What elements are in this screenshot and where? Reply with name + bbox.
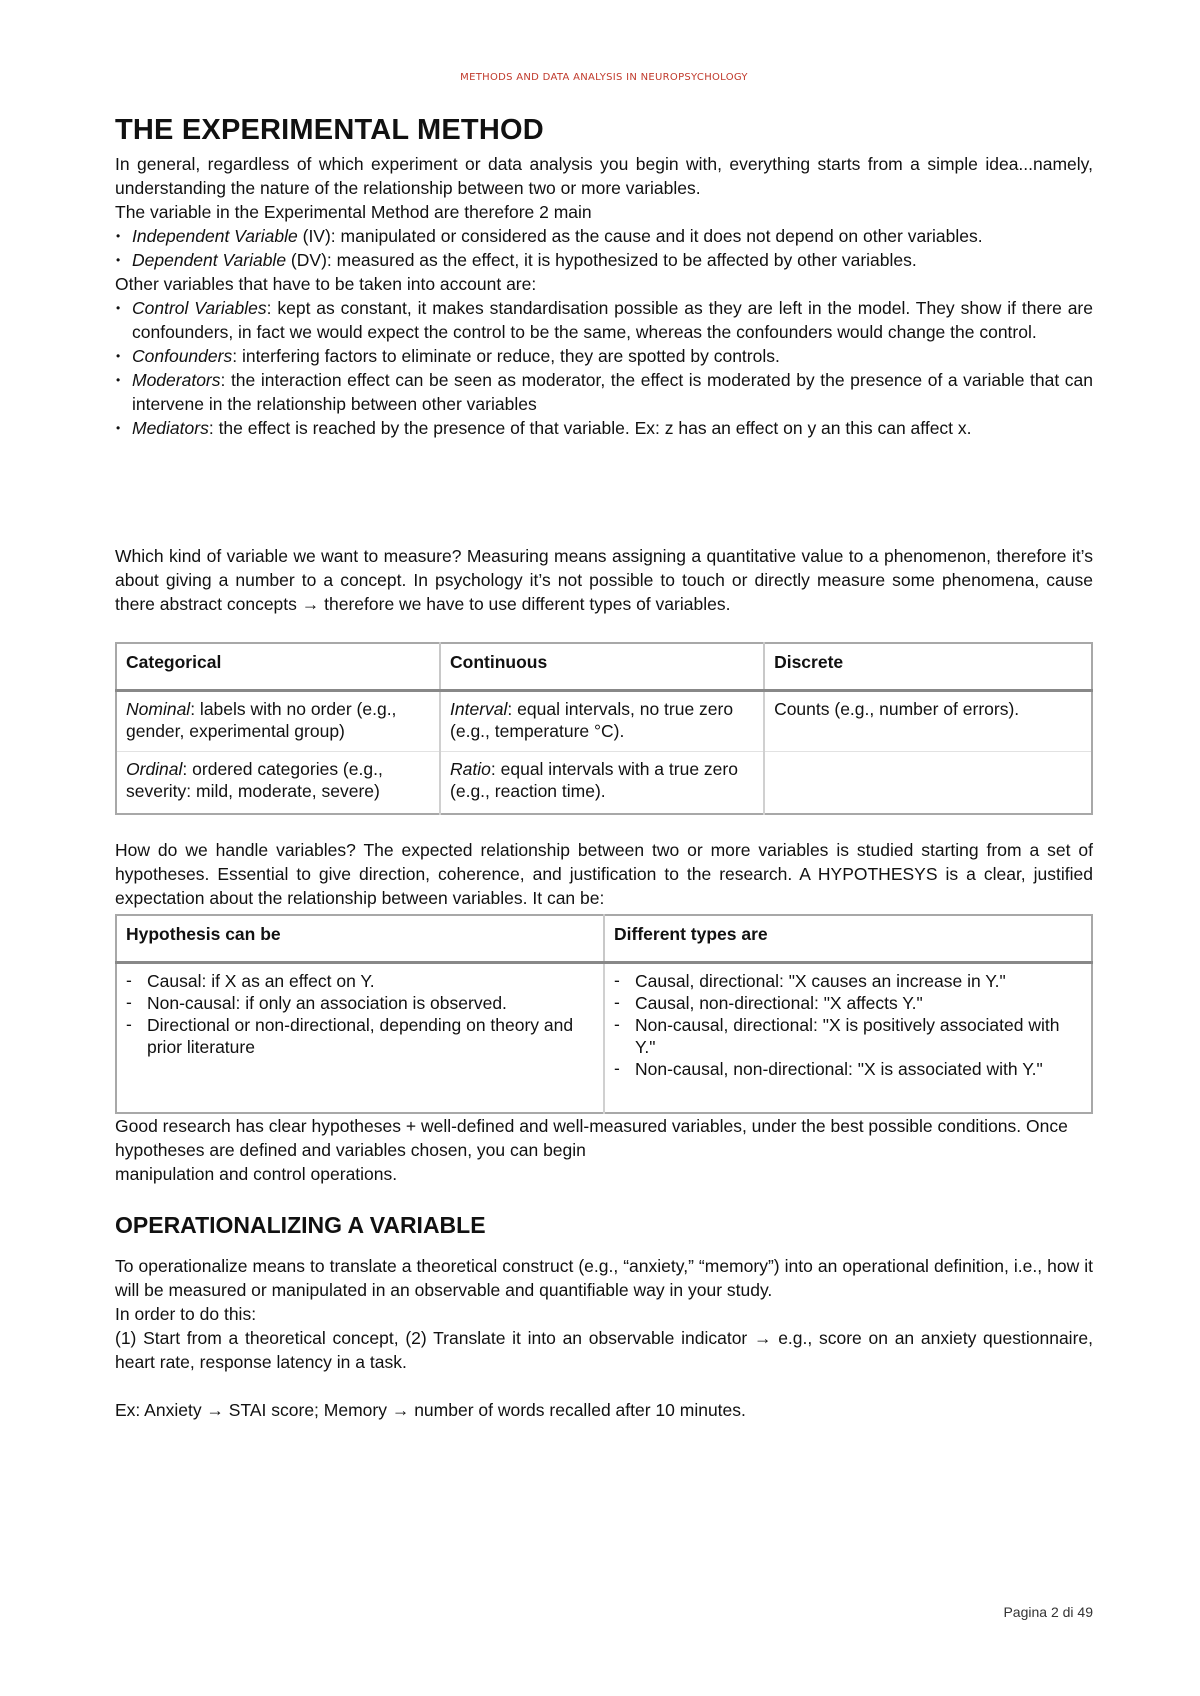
table-cell: Interval: equal intervals, no true zero (e.g., temperature °C). <box>440 691 764 752</box>
column-header: Continuous <box>440 643 764 691</box>
hypothesis-kinds-list <box>126 970 594 1058</box>
running-header: METHODS AND DATA ANALYSIS IN NEUROPSYCHOLOGY <box>460 72 748 83</box>
list-item: - Non-causal, non-directional: "X is associated with Y." <box>614 1058 1082 1080</box>
table-cell <box>764 752 1092 814</box>
list-item: • Mediators: the effect is reached by the presence of that variable. Ex: z has an effect on y an this can affect x. <box>115 416 1093 440</box>
operationalize-line: In order to do this: <box>115 1304 257 1324</box>
list-item: • Control Variables: kept as constant, it makes standardisation possible as they are left in the model. They show if there are confounders, in fact we would expect the control to be the same, whereas the confounders would change the control. <box>115 296 1093 344</box>
good-research-block <box>115 1114 1093 1186</box>
list-item: - Non-causal: if only an association is observed. <box>126 992 594 1014</box>
column-header: Discrete <box>764 643 1092 691</box>
operationalize-steps: (1) Start from a theoretical concept, (2) Translate it into an observable indicator → e.g., score on an anxiety questionnaire, heart rate, response latency in a task. <box>115 1328 1093 1372</box>
table-header-row <box>116 915 1092 963</box>
hypothesis-table <box>115 914 1093 1114</box>
good-research-paragraph-end: manipulation and control operations. <box>115 1164 398 1184</box>
list-item: - Causal: if X as an effect on Y. <box>126 970 594 992</box>
other-vars-line: Other variables that have to be taken into account are: <box>115 274 537 294</box>
other-variables-list <box>115 296 1093 440</box>
table-cell: Ordinal: ordered categories (e.g., severity: mild, moderate, severe) <box>116 752 440 814</box>
term: Moderators <box>132 370 221 390</box>
intro-paragraph: In general, regardless of which experiment or data analysis you begin with, everything starts from a simple idea...namely, understanding the nature of the relationship between two or more variables. <box>115 154 1093 198</box>
page-number: Pagina 2 di 49 <box>1003 1604 1093 1620</box>
hypothesis-paragraph: How do we handle variables? The expected relationship between two or more variables is studied starting from a set of hypotheses. Essential to give direction, coherence, and justification to the research. A HYPOTHESYS is a clear, justified expectation about the relationship between variables. It can be: <box>115 840 1093 908</box>
section-title-experimental-method: THE EXPERIMENTAL METHOD <box>115 114 544 146</box>
term: Dependent Variable <box>132 250 287 270</box>
list-item: • Moderators: the interaction effect can be seen as moderator, the effect is moderated by the presence of a variable that can intervene in the relationship between other variables <box>115 368 1093 416</box>
list-item: - Causal, non-directional: "X affects Y." <box>614 992 1082 1014</box>
list-item: • Independent Variable (IV): manipulated or considered as the cause and it does not depend on other variables. <box>115 224 1093 248</box>
term: Confounders <box>132 346 233 366</box>
measure-paragraph: Which kind of variable we want to measure? Measuring means assigning a quantitative value to a phenomenon, therefore it’s about giving a number to a concept. In psychology it’s not possible to touch or directly measure some phenomena, cause there abstract concepts → therefore we have to use different types of variables. <box>115 546 1093 614</box>
table-row <box>116 691 1092 752</box>
main-variables-list <box>115 224 1093 272</box>
table-cell <box>604 963 1092 1113</box>
term: Control Variables <box>132 298 267 318</box>
section1-body <box>115 152 1093 440</box>
table-cell: Nominal: labels with no order (e.g., gender, experimental group) <box>116 691 440 752</box>
good-research-paragraph: Good research has clear hypotheses + well-defined and well-measured variables, under the best possible conditions. Once hypotheses are defined and variables chosen, you can begin <box>115 1116 1068 1160</box>
section2-body <box>115 1254 1093 1422</box>
section-title-operationalizing: OPERATIONALIZING A VARIABLE <box>115 1212 486 1238</box>
list-item: - Causal, directional: "X causes an increase in Y." <box>614 970 1082 992</box>
list-item: - Directional or non-directional, depending on theory and prior literature <box>126 1014 594 1058</box>
hypothesis-paragraph-block <box>115 838 1093 910</box>
variable-types-table <box>115 642 1093 815</box>
operationalize-paragraph: To operationalize means to translate a theoretical construct (e.g., “anxiety,” “memory”) into an operational definition, i.e., how it will be measured or manipulated in an observable and quantifiable way in your study. <box>115 1256 1093 1300</box>
measure-paragraph-block <box>115 544 1093 616</box>
list-item: - Non-causal, directional: "X is positively associated with Y." <box>614 1014 1082 1058</box>
table-cell: Counts (e.g., number of errors). <box>764 691 1092 752</box>
table-cell: Ratio: equal intervals with a true zero (e.g., reaction time). <box>440 752 764 814</box>
operationalize-example: Ex: Anxiety → STAI score; Memory → number of words recalled after 10 minutes. <box>115 1400 746 1420</box>
list-item: • Confounders: interfering factors to eliminate or reduce, they are spotted by controls. <box>115 344 1093 368</box>
column-header: Categorical <box>116 643 440 691</box>
table-row <box>116 963 1092 1113</box>
term: Mediators <box>132 418 209 438</box>
term: Independent Variable <box>132 226 298 246</box>
list-item: • Dependent Variable (DV): measured as the effect, it is hypothesized to be affected by other variables. <box>115 248 1093 272</box>
table-row <box>116 752 1092 814</box>
table-header-row <box>116 643 1092 691</box>
hypothesis-types-list <box>614 970 1082 1080</box>
main-vars-line: The variable in the Experimental Method are therefore 2 main <box>115 202 592 222</box>
spacer <box>115 1374 1093 1398</box>
column-header: Hypothesis can be <box>116 915 604 963</box>
table-cell <box>116 963 604 1113</box>
column-header: Different types are <box>604 915 1092 963</box>
